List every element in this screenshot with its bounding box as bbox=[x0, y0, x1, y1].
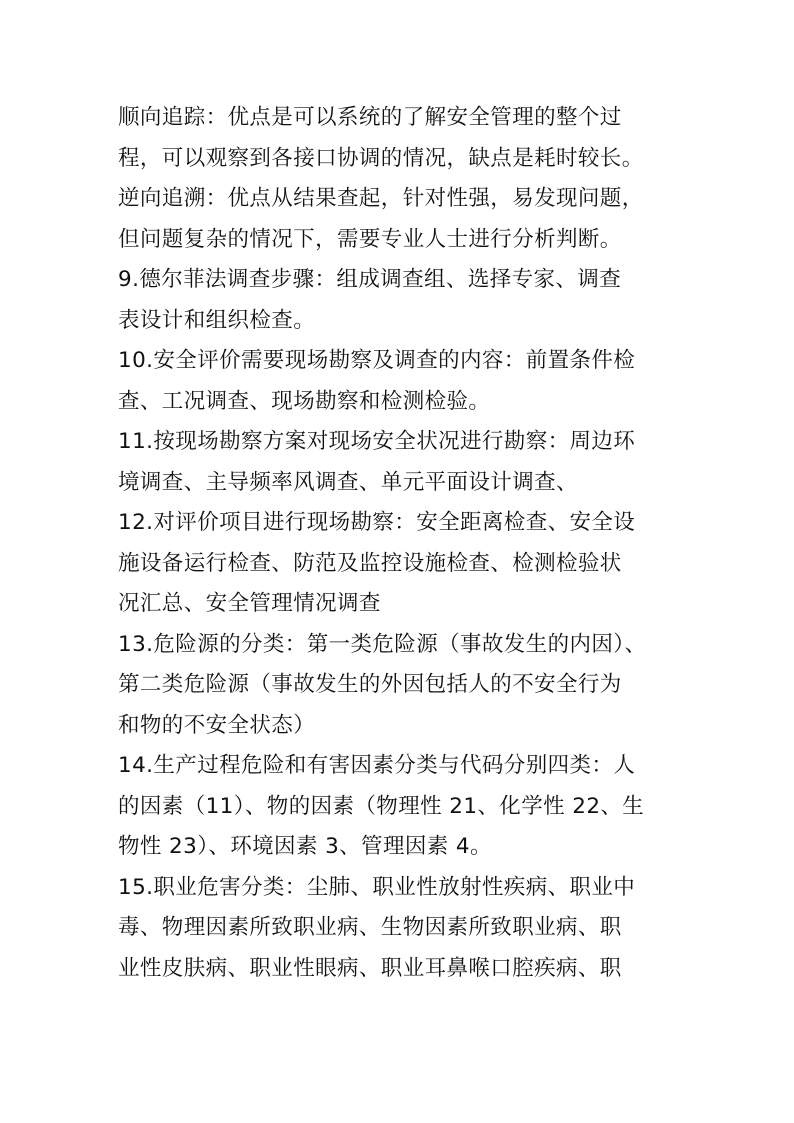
text-line: 15.职业危害分类：尘肺、职业性放射性疾病、职业中 bbox=[118, 874, 636, 900]
body-text bbox=[118, 98, 688, 989]
text-line: 12.对评价项目进行现场勘察：安全距离检查、安全设 bbox=[118, 510, 636, 535]
text-line: 物性 23）、环境因素 3、管理因素 4。 bbox=[118, 834, 492, 859]
text-line: 13.危险源的分类：第一类危险源（事故发生的内因）、 bbox=[118, 631, 647, 657]
text-line: 程，可以观察到各接口协调的情况，缺点是耗时较长。 bbox=[118, 145, 644, 171]
text-line: 9.德尔菲法调查步骤：组成调查组、选择专家、调查 bbox=[118, 267, 622, 292]
text-line: 的因素（11）、物的因素（物理性 21、化学性 22、生 bbox=[118, 793, 645, 819]
text-line: 但问题复杂的情况下，需要专业人士进行分析判断。 bbox=[118, 226, 622, 252]
text-line: 查、工况调查、现场勘察和检测检验。 bbox=[118, 388, 491, 414]
text-line: 和物的不安全状态） bbox=[118, 712, 316, 738]
text-line: 业性皮肤病、职业性眼病、职业耳鼻喉口腔疾病、职 bbox=[118, 955, 622, 981]
text-line: 表设计和组织检查。 bbox=[118, 307, 316, 333]
text-line: 境调查、主导频率风调查、单元平面设计调查、 bbox=[118, 469, 578, 495]
text-line: 第二类危险源（事故发生的外因包括人的不安全行为 bbox=[118, 672, 622, 697]
text-line: 11.按现场勘察方案对现场安全状况进行勘察：周边环 bbox=[118, 429, 636, 454]
text-line: 施设备运行检查、防范及监控设施检查、检测检验状 bbox=[118, 550, 622, 576]
text-line: 况汇总、安全管理情况调查 bbox=[118, 591, 381, 616]
text-line: 逆向追溯：优点从结果查起，针对性强，易发现问题， bbox=[118, 186, 644, 211]
text-line: 毒、物理因素所致职业病、生物因素所致职业病、职 bbox=[118, 915, 622, 940]
text-line: 顺向追踪：优点是可以系统的了解安全管理的整个过 bbox=[118, 105, 622, 130]
text-line: 14.生产过程危险和有害因素分类与代码分别四类：人 bbox=[118, 753, 636, 778]
text-line: 10.安全评价需要现场勘察及调查的内容：前置条件检 bbox=[118, 348, 636, 373]
